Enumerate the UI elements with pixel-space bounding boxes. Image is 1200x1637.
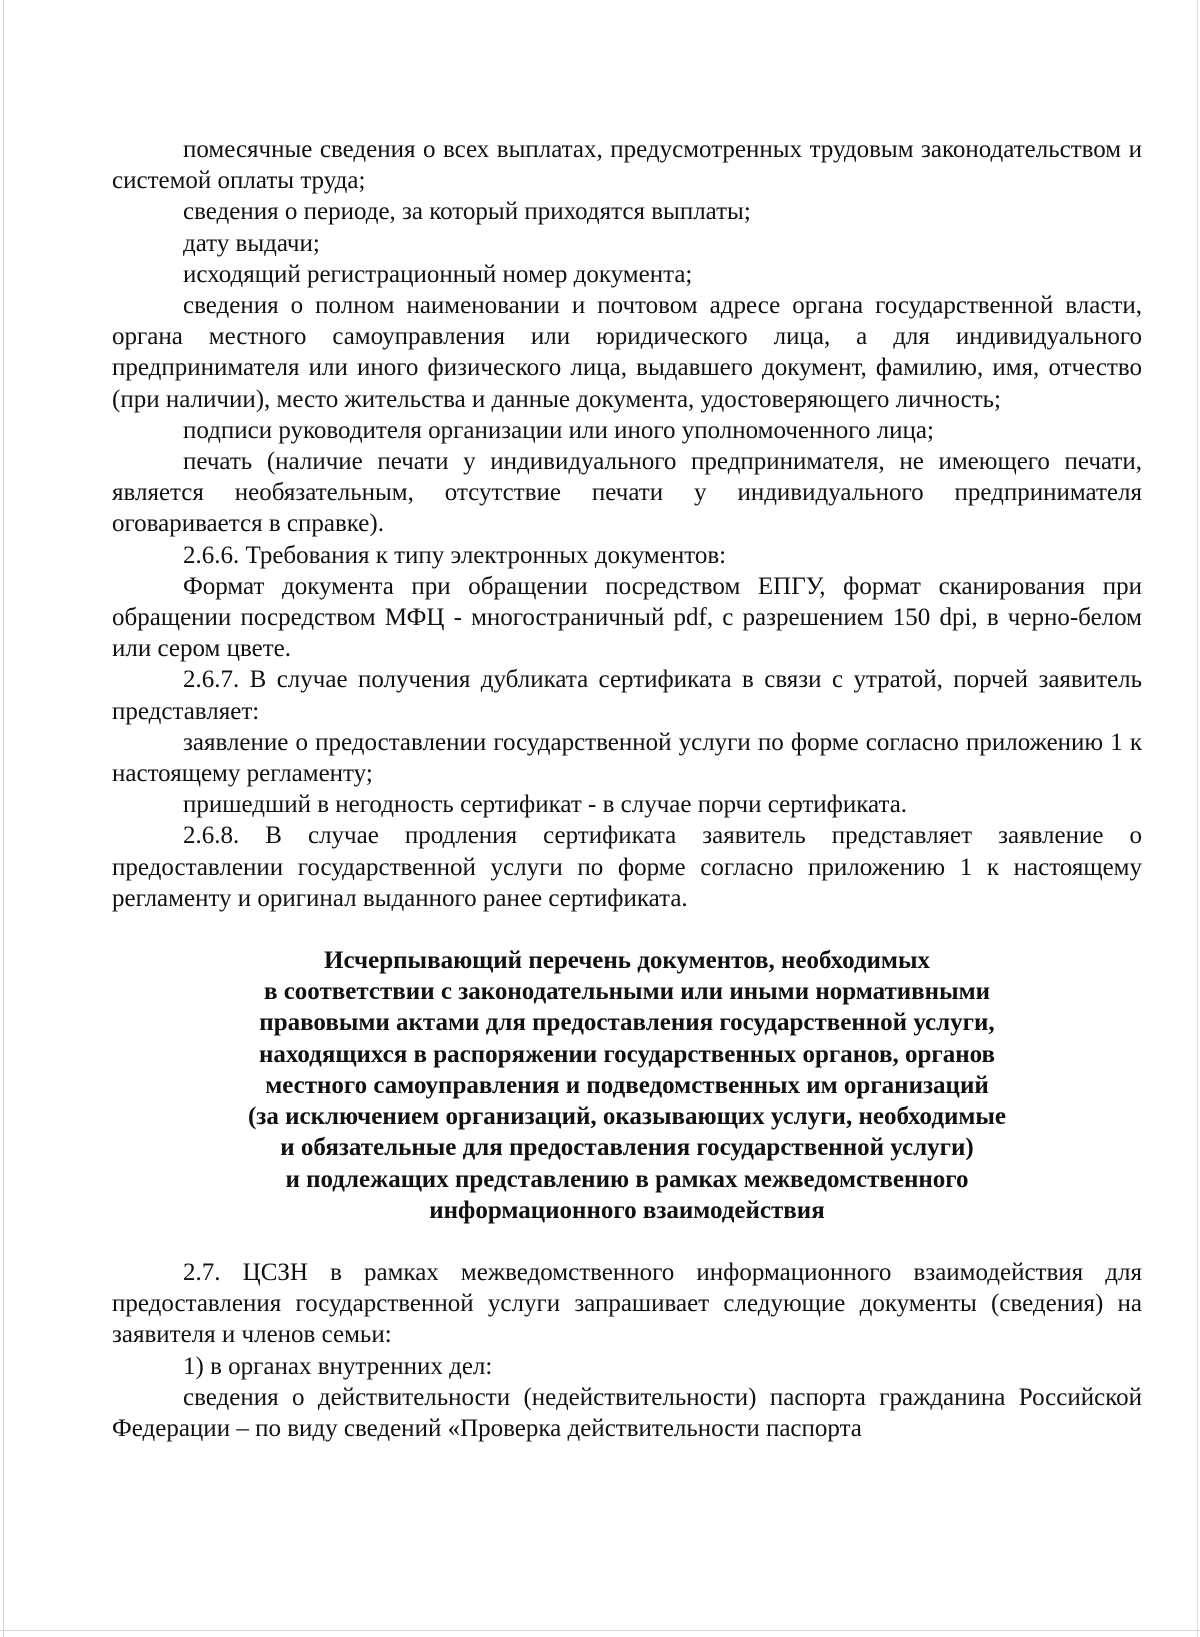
scan-bottom-edge [0, 1630, 1200, 1631]
paragraph: пришедший в негодность сертификат - в случае порчи сертификата. [183, 791, 908, 819]
paragraph: дату выдачи; [183, 229, 320, 257]
section-heading [112, 945, 1142, 1226]
heading-line: и подлежащих представлению в рамках межведомственного [285, 1165, 969, 1193]
paragraph: 1) в органах внутренних дел: [183, 1352, 493, 1380]
scan-left-edge [3, 0, 4, 1637]
heading-line: информационного взаимодействия [429, 1196, 825, 1224]
heading-line: (за исключением организаций, оказывающих услуги, необходимые [247, 1103, 1007, 1131]
heading-line: и обязательные для предоставления государственной услуги) [280, 1134, 974, 1162]
paragraph: печать (наличие печати у индивидуального предпринимателя, не имеющего печати, является необязательным, отсутствие печати у индивидуального предпринимателя оговаривается в справке). [112, 448, 1142, 538]
heading-line: находящихся в распоряжении государственных органов, органов [258, 1040, 996, 1068]
scan-right-edge [1197, 0, 1198, 1637]
heading-line: Исчерпывающий перечень документов, необходимых [324, 947, 930, 975]
paragraph: исходящий регистрационный номер документа; [183, 260, 693, 288]
paragraph: сведения о действительности (недействительности) паспорта гражданина Российской Федерации – по виду сведений «Проверка действительности паспорта [112, 1383, 1142, 1442]
paragraph: 2.6.7. В случае получения дубликата сертификата в связи с утратой, порчей заявитель представляет: [112, 666, 1142, 725]
paragraph: сведения о периоде, за который приходятся выплаты; [183, 198, 751, 226]
heading-line: в соответствии с законодательными или иными нормативными [263, 978, 991, 1006]
paragraph: 2.7. ЦСЗН в рамках межведомственного информационного взаимодействия для предоставления государственной услуги запрашивает следующие документы (сведения) на заявителя и членов семьи: [112, 1258, 1142, 1349]
paragraph: помесячные сведения о всех выплатах, предусмотренных трудовым законодательством и системой оплаты труда; [112, 136, 1142, 195]
heading-line: правовыми актами для предоставления государственной услуги, [259, 1009, 995, 1037]
document-body [112, 134, 1142, 1444]
paragraph: 2.6.8. В случае продления сертификата заявитель представляет заявление о предоставлении государственной услуги по форме согласно приложению 1 к настоящему регламенту и оригинал выданного ранее сертификата. [112, 822, 1142, 912]
paragraph: подписи руководителя организации или иного уполномоченного лица; [183, 416, 934, 444]
paragraph: Формат документа при обращении посредством ЕПГУ, формат сканирования при обращении посредством МФЦ - многостраничный pdf, с разрешением 150 dpi, в черно-белом или сером цвете. [112, 572, 1142, 663]
paragraph: заявление о предоставлении государственной услуги по форме согласно приложению 1 к настоящему регламенту; [112, 728, 1142, 788]
paragraph: сведения о полном наименовании и почтовом адресе органа государственной власти, органа местного самоуправления или юридического лица, а для индивидуального предпринимателя или иного физического лица, выдавшего документ, фамилию, имя, отчество (при наличии), место жительства и данные документа, удостоверяющего личность; [112, 292, 1142, 413]
paragraph: 2.6.6. Требования к типу электронных документов: [183, 541, 727, 569]
heading-line: местного самоуправления и подведомственных им организаций [265, 1071, 989, 1099]
